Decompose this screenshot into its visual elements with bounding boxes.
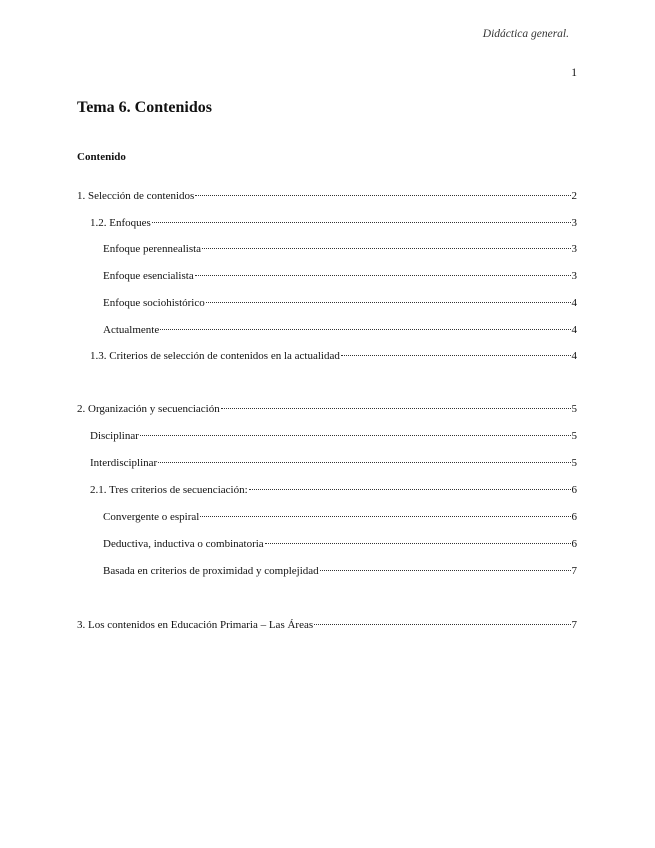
- toc-leader-dots: [265, 543, 571, 544]
- toc-entry-label: Enfoque esencialista: [103, 270, 194, 282]
- toc-entry-label: Convergente o espiral: [103, 511, 200, 523]
- toc-entry-enfoque-esencialista[interactable]: [103, 270, 577, 283]
- toc-entry-page: 3: [571, 217, 577, 229]
- toc-entry-label: 2.1. Tres criterios de secuenciación:: [90, 484, 248, 496]
- toc-entry-label: Disciplinar: [90, 430, 139, 442]
- toc-entry-page: 7: [571, 565, 577, 577]
- toc-entry-label: Actualmente: [103, 324, 160, 336]
- toc-entry-page: 6: [571, 538, 577, 550]
- toc-leader-dots: [195, 275, 571, 276]
- toc-entry-page: 5: [571, 403, 577, 415]
- toc-entry-disciplinar[interactable]: [90, 430, 577, 443]
- toc-entry-page: 6: [571, 484, 577, 496]
- toc-entry-enfoques[interactable]: [90, 217, 577, 230]
- toc-entry-label: Basada en criterios de proximidad y complejidad: [103, 565, 319, 577]
- toc-leader-dots: [152, 222, 571, 223]
- toc-leader-dots: [158, 462, 570, 463]
- toc-leader-dots: [195, 195, 570, 196]
- toc-entry-label: 1.3. Criterios de selección de contenidos en la actualidad: [90, 350, 340, 362]
- toc-entry-page: 2: [571, 190, 577, 202]
- toc-entry-organizacion-secuenciacion[interactable]: [77, 403, 577, 416]
- toc-entry-page: 3: [571, 243, 577, 255]
- toc-leader-dots: [160, 329, 570, 330]
- toc-entry-page: 4: [571, 350, 577, 362]
- toc-leader-dots: [206, 302, 571, 303]
- toc-entry-label: 1.2. Enfoques: [90, 217, 151, 229]
- toc-heading: Contenido: [77, 151, 126, 163]
- toc-entry-tres-criterios[interactable]: [90, 484, 577, 497]
- toc-entry-enfoque-perennealista[interactable]: [103, 243, 577, 256]
- toc-entry-label: Interdisciplinar: [90, 457, 158, 469]
- toc-entry-page: 5: [571, 457, 577, 469]
- toc-entry-page: 5: [571, 430, 577, 442]
- document-title: Tema 6. Contenidos: [77, 99, 212, 116]
- toc-entry-contenidos-primaria[interactable]: [77, 619, 577, 632]
- toc-entry-label: 2. Organización y secuenciación: [77, 403, 220, 415]
- toc-entry-label: Deductiva, inductiva o combinatoria: [103, 538, 264, 550]
- toc-leader-dots: [320, 570, 571, 571]
- toc-leader-dots: [314, 624, 570, 625]
- toc-entry-page: 4: [571, 297, 577, 309]
- running-header: Didáctica general.: [482, 28, 569, 40]
- toc-entry-label: 1. Selección de contenidos: [77, 190, 195, 202]
- toc-entry-page: 7: [571, 619, 577, 631]
- toc-entry-page: 4: [571, 324, 577, 336]
- page-number: 1: [571, 67, 577, 79]
- toc-entry-criterios-seleccion[interactable]: [90, 350, 577, 363]
- toc-leader-dots: [140, 435, 571, 436]
- toc-entry-label: Enfoque perennealista: [103, 243, 202, 255]
- toc-entry-seleccion-contenidos[interactable]: [77, 190, 577, 203]
- toc-entry-label: 3. Los contenidos en Educación Primaria – Las Áreas: [77, 619, 314, 631]
- toc-entry-deductiva-inductiva[interactable]: [103, 538, 577, 551]
- toc-entry-page: 6: [571, 511, 577, 523]
- toc-leader-dots: [249, 489, 571, 490]
- toc-entry-actualmente[interactable]: [103, 324, 577, 337]
- toc-leader-dots: [341, 355, 571, 356]
- toc-entry-proximidad-complejidad[interactable]: [103, 565, 577, 578]
- toc-entry-interdisciplinar[interactable]: [90, 457, 577, 470]
- toc-leader-dots: [200, 516, 570, 517]
- toc-entry-page: 3: [571, 270, 577, 282]
- toc-entry-label: Enfoque sociohistórico: [103, 297, 205, 309]
- toc-entry-enfoque-sociohistorico[interactable]: [103, 297, 577, 310]
- toc-leader-dots: [202, 248, 570, 249]
- toc-entry-convergente-espiral[interactable]: [103, 511, 577, 524]
- toc-leader-dots: [221, 408, 571, 409]
